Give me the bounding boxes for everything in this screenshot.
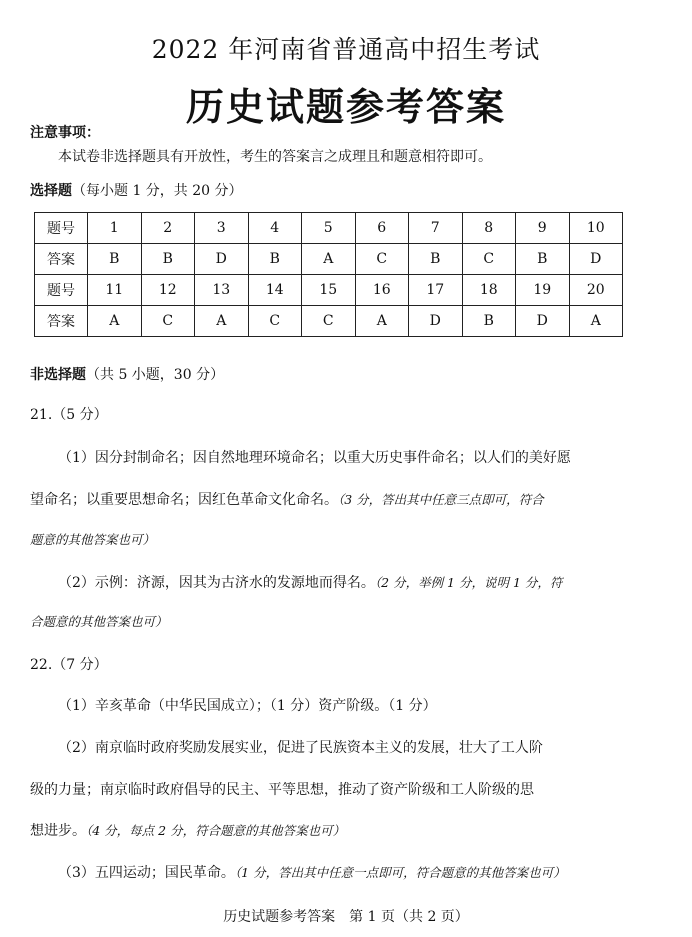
question-22-part2-line: [30, 820, 345, 840]
question-number: 3: [195, 213, 249, 244]
table-row: [35, 275, 623, 306]
answer-cell: C: [302, 306, 356, 337]
question-22-part1-line: [58, 695, 437, 715]
question-22-part2-line: 级的力量；南京临时政府倡导的民主、平等思想，推动了资产阶级和工人阶级的思: [30, 782, 534, 798]
answer-cell: B: [462, 306, 516, 337]
question-number: 5: [302, 213, 356, 244]
question-number: 6: [355, 213, 409, 244]
non-multiple-choice-label: 非选择题: [30, 367, 86, 383]
answer-table: [34, 212, 623, 337]
answer-cell: A: [302, 244, 356, 275]
exam-title: 2022 年河南省普通高中招生考试: [151, 35, 541, 64]
answer-cell: B: [516, 244, 570, 275]
answer-cell: A: [355, 306, 409, 337]
answer-cell: C: [462, 244, 516, 275]
scoring-note: （4 分，每点 2 分，符合题意的其他答案也可）: [86, 823, 346, 838]
answer-cell: B: [88, 244, 142, 275]
question-number: 14: [248, 275, 302, 306]
answer-text: （1）辛亥革命（中华民国成立）；: [58, 698, 270, 714]
scoring-note: （1 分，答出其中任意一点即可，符合题意的其他答案也可）: [234, 865, 566, 880]
notice-heading: 注意事项：: [30, 125, 100, 141]
answer-cell: D: [569, 244, 623, 275]
answer-cell: A: [88, 306, 142, 337]
question-number: 17: [409, 275, 463, 306]
answer-cell: C: [248, 306, 302, 337]
answer-cell: D: [516, 306, 570, 337]
question-number: 1: [88, 213, 142, 244]
multiple-choice-heading: [30, 180, 243, 200]
question-number: 10: [569, 213, 623, 244]
question-number: 15: [302, 275, 356, 306]
question-number: 9: [516, 213, 570, 244]
answer-cell: C: [355, 244, 409, 275]
table-row: [35, 306, 623, 337]
answer-cell: D: [195, 244, 249, 275]
answer-cell: B: [248, 244, 302, 275]
question-22-part2-line: （2）南京临时政府奖励发展实业，促进了民族资本主义的发展，壮大了工人阶: [58, 740, 543, 756]
non-multiple-choice-heading: [30, 364, 224, 384]
row-label-question: 题号: [35, 275, 88, 306]
non-multiple-choice-scoring: （共 5 小题，30 分）: [86, 367, 225, 383]
answer-cell: A: [569, 306, 623, 337]
question-number: 11: [88, 275, 142, 306]
question-number: 12: [141, 275, 195, 306]
question-21-part1-line: （1）因分封制命名；因自然地理环境命名；以重大历史事件命名；以人们的美好愿: [58, 450, 571, 466]
answer-text: （3）五四运动；国民革命。: [58, 865, 235, 881]
scoring-note: （2 分，举例 1 分，说明 1 分，符: [374, 575, 563, 590]
question-21-title: 21.（5 分）: [30, 407, 108, 423]
notice-text: 本试卷非选择题具有开放性，考生的答案言之成理且和题意相符即可。: [58, 149, 492, 165]
answer-cell: D: [409, 306, 463, 337]
question-number: 18: [462, 275, 516, 306]
question-21-part1-line: [30, 489, 544, 509]
answer-text: 想进步。: [30, 823, 86, 839]
scoring-note: （1 分）: [388, 698, 437, 714]
question-number: 19: [516, 275, 570, 306]
row-label-question: 题号: [35, 213, 88, 244]
row-label-answer: 答案: [35, 244, 88, 275]
answer-text: 资产阶级。: [318, 698, 389, 714]
question-number: 20: [569, 275, 623, 306]
answer-text: （2）示例：济源，因其为古济水的发源地而得名。: [58, 575, 375, 591]
question-number: 16: [355, 275, 409, 306]
question-number: 4: [248, 213, 302, 244]
question-number: 2: [141, 213, 195, 244]
answer-cell: C: [141, 306, 195, 337]
answer-text: 望命名；以重要思想命名；因红色革命文化命名。: [30, 492, 338, 508]
multiple-choice-label: 选择题: [30, 183, 72, 199]
table-row: [35, 244, 623, 275]
scoring-note: （3 分，答出其中任意三点即可，符合: [338, 492, 544, 507]
table-row: [35, 213, 623, 244]
question-22-title: 22.（7 分）: [30, 657, 108, 673]
question-21-part2-line: [58, 572, 562, 592]
question-22-part3-line: [58, 862, 566, 882]
page-footer: 历史试题参考答案 第 1 页（共 2 页）: [223, 909, 469, 925]
question-number: 7: [409, 213, 463, 244]
document-title: 历史试题参考答案: [185, 84, 506, 129]
scoring-note: （1 分）: [269, 698, 319, 714]
question-number: 13: [195, 275, 249, 306]
row-label-answer: 答案: [35, 306, 88, 337]
answer-cell: B: [141, 244, 195, 275]
answer-cell: A: [195, 306, 249, 337]
answer-cell: B: [409, 244, 463, 275]
scoring-note: 题意的其他答案也可）: [30, 532, 156, 547]
multiple-choice-scoring: （每小题 1 分，共 20 分）: [72, 183, 243, 199]
question-number: 8: [462, 213, 516, 244]
scoring-note: 合题意的其他答案也可）: [30, 614, 168, 629]
